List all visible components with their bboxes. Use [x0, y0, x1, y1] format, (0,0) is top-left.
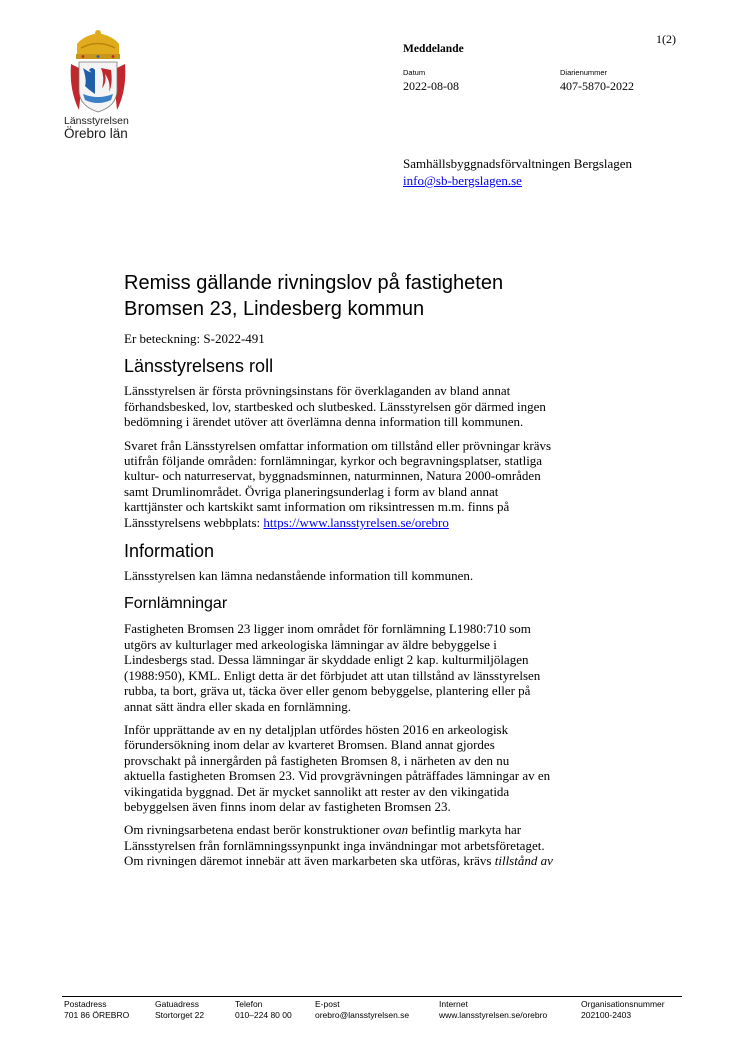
recipient-email-link[interactable]: info@sb-bergslagen.se [403, 173, 522, 188]
section-heading-information: Information [124, 541, 215, 562]
date-value: 2022-08-08 [403, 79, 459, 93]
fornlamningar-paragraph-1: Fastigheten Bromsen 23 ligger inom området för fornlämning L1980:710 som utgörs av kulturlager med arkeologiska lämningar av äldre bebyggelse i Lindesbergs stad. Dessa lämningar är skyddade enligt 2 kap. kulturmiljölagen (1988:950), KML. Enligt detta är det förbjudet att utan tillstånd av länsstyrelsen rubba, ta bort, gräva ut, täcka över eller genom bebyggelse, plantering eller på annat sätt ändra eller skada en fornlämning. [124, 621, 541, 714]
coat-of-arms-icon [69, 30, 127, 114]
footer-email: E-post orebro@lansstyrelsen.se [315, 999, 410, 1020]
section-heading-role: Länsstyrelsens roll [124, 356, 274, 377]
reference-line: Er beteckning: S-2022-491 [124, 331, 265, 346]
footer-internet: Internet www.lansstyrelsen.se/orebro [439, 999, 548, 1020]
footer-street: Gatuadress Stortorget 22 [155, 999, 205, 1020]
footer-divider [62, 996, 682, 997]
fornlamningar-paragraph-2: Inför upprättande av en ny detaljplan utfördes hösten 2016 en arkeologisk förundersökning inom delar av kvarteret Bromsen. Bland annat gjordes provschakt på innergården på fastigheten Bromsen 8, i närheten av den nu aktuella fastigheten Bromsen 23. Vid provgrävningen påträffades lämningar av en vikingatida byggnad. Det är mycket sannolikt att rester av den vikingatida bebyggelsen även finns inom delar av fastigheten Bromsen 23. [124, 721, 551, 814]
letter-body [124, 270, 644, 869]
document-type: Meddelande [403, 43, 464, 55]
logo-text-line1: Länsstyrelsen [64, 115, 129, 127]
logo-text-line2: Örebro län [64, 125, 128, 141]
section-heading-fornlamningar: Fornlämningar [124, 595, 228, 613]
footer-org-number: Organisationsnummer 202100-2403 [581, 999, 665, 1020]
document-title [124, 270, 644, 322]
recipient-block [403, 155, 632, 189]
date-label: Datum [403, 68, 426, 77]
diary-number-value: 407-5870-2022 [560, 79, 634, 93]
lansstyrelsen-website-link[interactable]: https://www.lansstyrelsen.se/orebro [263, 514, 449, 530]
page-footer [62, 996, 682, 1020]
lansstyrelsen-logo [64, 30, 134, 140]
diary-number-label: Diarienummer [560, 68, 608, 77]
information-paragraph: Länsstyrelsen kan lämna nedanstående information till kommunen. [124, 568, 474, 584]
role-paragraph-2: Svaret från Länsstyrelsen omfattar information om tillstånd eller prövningar krävs utifrån följande områden: fornlämningar, kyrkor och begravningsplatser, statliga kultur- och naturreservat, byggnadsminnen, naturminnen, Natura 2000-områden samt Drumlinområdet. Övriga planeringsunderlag i form av bland annat karttjänster och kartskikt samt information om riksintressen m.m. finns på Länsstyrelsens webbplats: https://www.lansstyrelsen.se/orebro [124, 437, 552, 530]
fornlamningar-paragraph-3: Om rivningsarbetena endast berör konstruktioner ovan befintlig markyta har Länsstyrelsen från fornlämningssynpunkt inga invändningar mot arbetsföretaget. Om rivningen däremot innebär att även markarbeten ska utföras, krävs tillstånd av [124, 822, 553, 869]
page-number: 1(2) [656, 32, 676, 46]
title-line-2: Bromsen 23, Lindesberg kommun [124, 298, 425, 320]
title-line-1: Remiss gällande rivningslov på fastigheten [124, 272, 504, 294]
role-paragraph-1: Länsstyrelsen är första prövningsinstans för överklaganden av bland annat förhandsbesked, lov, startbesked och slutbesked. Länsstyrelsen gör därmed ingen bedömning i ärendet utöver att överlämna denna information till kommunen. [124, 383, 546, 430]
footer-postal: Postadress 701 86 ÖREBRO [64, 999, 130, 1020]
footer-phone: Telefon 010–224 80 00 [235, 999, 292, 1020]
recipient-name: Samhällsbyggnadsförvaltningen Bergslagen [403, 156, 633, 171]
